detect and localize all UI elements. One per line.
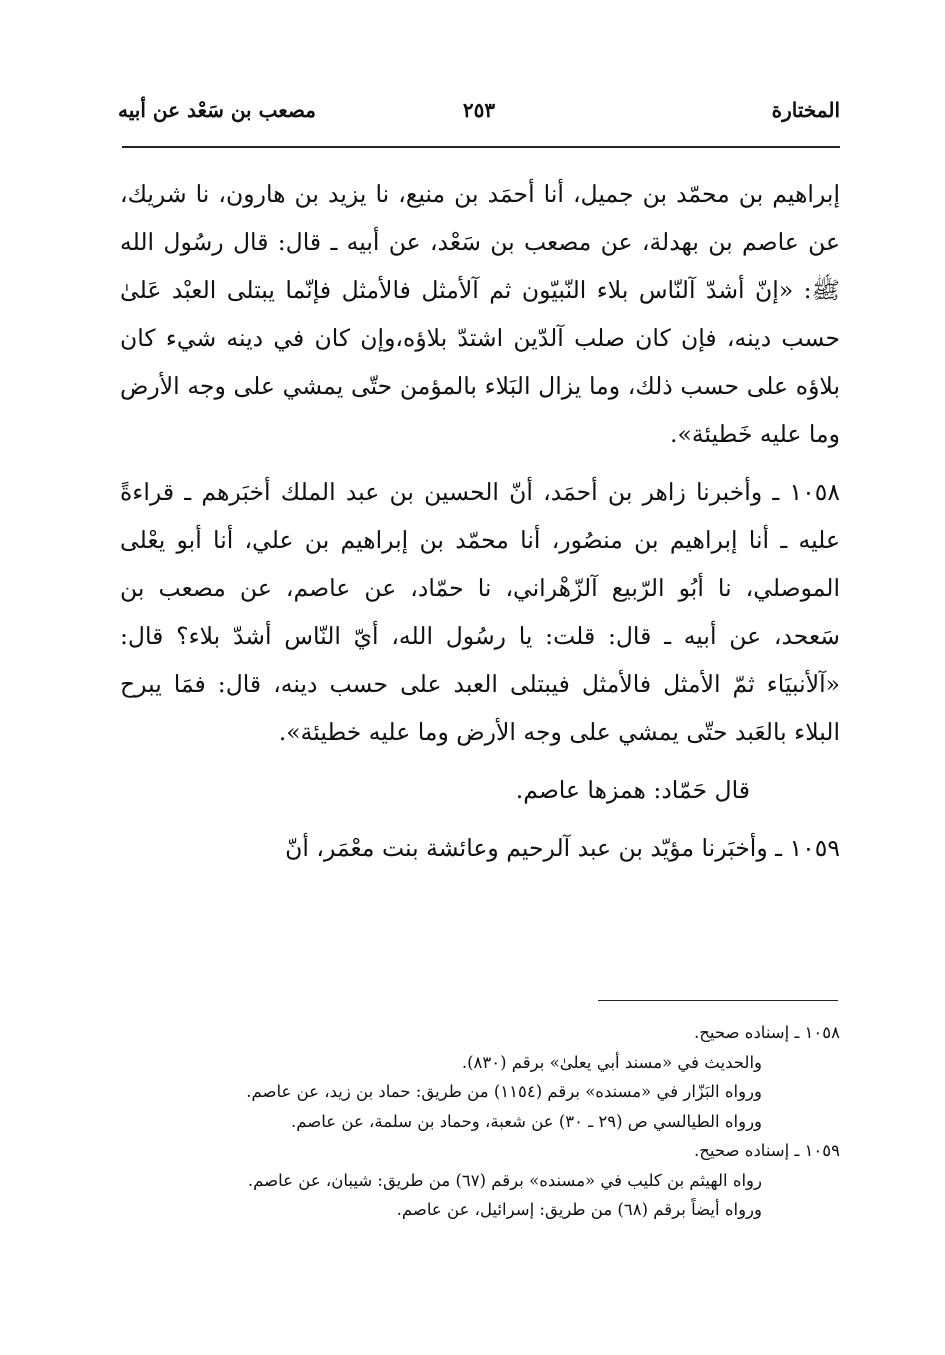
footnote-line: ورواه أيضاً برقم (٦٨) من طريق: إسرائيل، عن عاصم. xyxy=(396,1200,762,1219)
page-number: ٢٥٣ xyxy=(462,98,496,122)
footnote-heading: ١٠٥٨ ـ إسناده صحيح. xyxy=(694,1023,840,1042)
header-divider xyxy=(122,146,840,148)
paragraph: ١٠٥٨ ـ وأخبرنا زاهر بن أحمَد، أنّ الحسين بن عبد الملك أخبَرهم ـ قراءةً عليه ـ أنا إبراهيم بن منصُور، أنا محمّد بن إبراهيم بن علي، أنا أبو يعْلى الموصلي، نا أبُو الرّبيع آلزّهْراني، نا حمّاد، عن عاصم، عن مصعب بن سَعحد، عن أبيه ـ قال: قلت: يا رسُول الله، أيّ النّاس أشدّ بلاء؟ قال: «آلأنبيَاء ثمّ الأمثل فالأمثل فيبتلى العبد على حسب دينه، قال: فمَا يبرح البلاء بالعَبد حتّى يمشي على وجه الأرض وما عليه خطيئة». xyxy=(120,478,840,746)
running-header xyxy=(118,94,840,134)
footnote-divider xyxy=(598,1000,838,1001)
footnote-line: رواه الهيثم بن كليب في «مسنده» برقم (٦٧) من طريق: شيبان، عن عاصم. xyxy=(247,1170,762,1190)
footnote-heading: ١٠٥٩ ـ إسناده صحيح. xyxy=(694,1141,840,1160)
main-text xyxy=(120,170,840,872)
book-title: المختارة xyxy=(771,98,840,122)
footnote-line: ورواه الطيالسي ص (٢٩ ـ ٣٠) عن شعبة، وحماد بن سلمة، عن عاصم. xyxy=(291,1111,762,1131)
footnote-line: ورواه البَزّار في «مسنده» برقم (١١٥٤) من طريق: حماد بن زيد، عن عاصم. xyxy=(246,1082,762,1101)
paragraph: قال حَمّاد: همزها عاصم. xyxy=(515,776,750,804)
paragraph: إبراهيم بن محمّد بن جميل، أنا أحمَد بن منيع، نا يزيد بن هارون، نا شريك، عن عاصم بن بهدلة، عن مصعب بن سَعْد، عن أبيه ـ قال: قال رسُول الله ﷺ: «إنّ أشدّ آلنّاس بلاء النّبيّون ثم آلأمثل فالأمثل فإنّما يبتلى العبْد عَلىٰ حسب دينه، فإن كان صلب آلدّين اشتدّ بلاؤه،وإن كان في دينه شيء كان بلاؤه على حسب ذلك، وما يزال البَلاء بالمؤمن حتّى يمشي على وجه الأرض وما عليه خَطيئة». xyxy=(120,180,840,448)
footnote-line: والحديث في «مسند أبي يعلىٰ» برقم (٨٣٠). xyxy=(461,1052,762,1072)
chapter-title: مصعب بن سَعْد عن أبيه xyxy=(118,98,316,122)
footnotes xyxy=(140,1018,840,1225)
paragraph: ١٠٥٩ ـ وأخبَرنا مؤيّد بن عبد آلرحيم وعائشة بنت معْمَر، أنّ xyxy=(285,834,840,862)
